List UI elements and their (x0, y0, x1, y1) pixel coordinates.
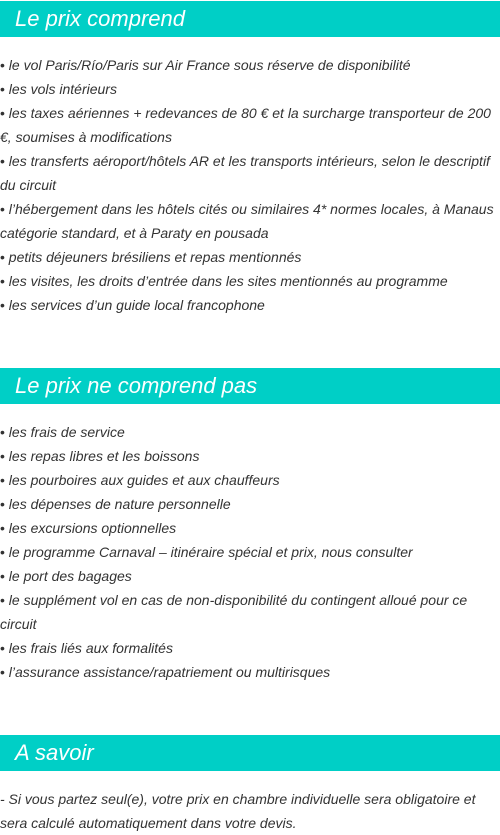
list-item: • les dépenses de nature personnelle (0, 492, 500, 516)
section-title: A savoir (15, 740, 94, 765)
section-header-included (0, 1, 500, 37)
included-list (0, 53, 500, 317)
section-header-good-to-know (0, 735, 500, 771)
list-item: • les taxes aériennes + redevances de 80 € et la surcharge transporteur de 200 €, soumises à modifications (0, 101, 500, 149)
list-item: • les visites, les droits d’entrée dans les sites mentionnés au programme (0, 269, 500, 293)
list-item: • les vols intérieurs (0, 77, 500, 101)
list-item: • les frais liés aux formalités (0, 636, 500, 660)
list-item: • les transferts aéroport/hôtels AR et les transports intérieurs, selon le descriptif du circuit (0, 149, 500, 197)
list-item: • les excursions optionnelles (0, 516, 500, 540)
list-item: • les pourboires aux guides et aux chauffeurs (0, 468, 500, 492)
not-included-list (0, 420, 500, 684)
list-item: • le programme Carnaval – itinéraire spécial et prix, nous consulter (0, 540, 500, 564)
section-title: Le prix comprend (15, 6, 185, 31)
section-header-not-included (0, 368, 500, 404)
list-item: • le port des bagages (0, 564, 500, 588)
list-item: • l’assurance assistance/rapatriement ou multirisques (0, 660, 500, 684)
list-item: • les frais de service (0, 420, 500, 444)
list-item: • les repas libres et les boissons (0, 444, 500, 468)
section-title: Le prix ne comprend pas (15, 373, 258, 398)
list-item: • le vol Paris/Río/Paris sur Air France sous réserve de disponibilité (0, 53, 500, 77)
list-item: • le supplément vol en cas de non-disponibilité du contingent alloué pour ce circuit (0, 588, 500, 636)
info-note: - Si vous partez seul(e), votre prix en chambre individuelle sera obligatoire et sera calculé automatiquement dans votre devis. (0, 791, 476, 831)
list-item: • les services d’un guide local francophone (0, 293, 500, 317)
list-item: • petits déjeuners brésiliens et repas mentionnés (0, 245, 500, 269)
list-item: • l’hébergement dans les hôtels cités ou similaires 4* normes locales, à Manaus catégorie standard, et à Paraty en pousada (0, 197, 500, 245)
